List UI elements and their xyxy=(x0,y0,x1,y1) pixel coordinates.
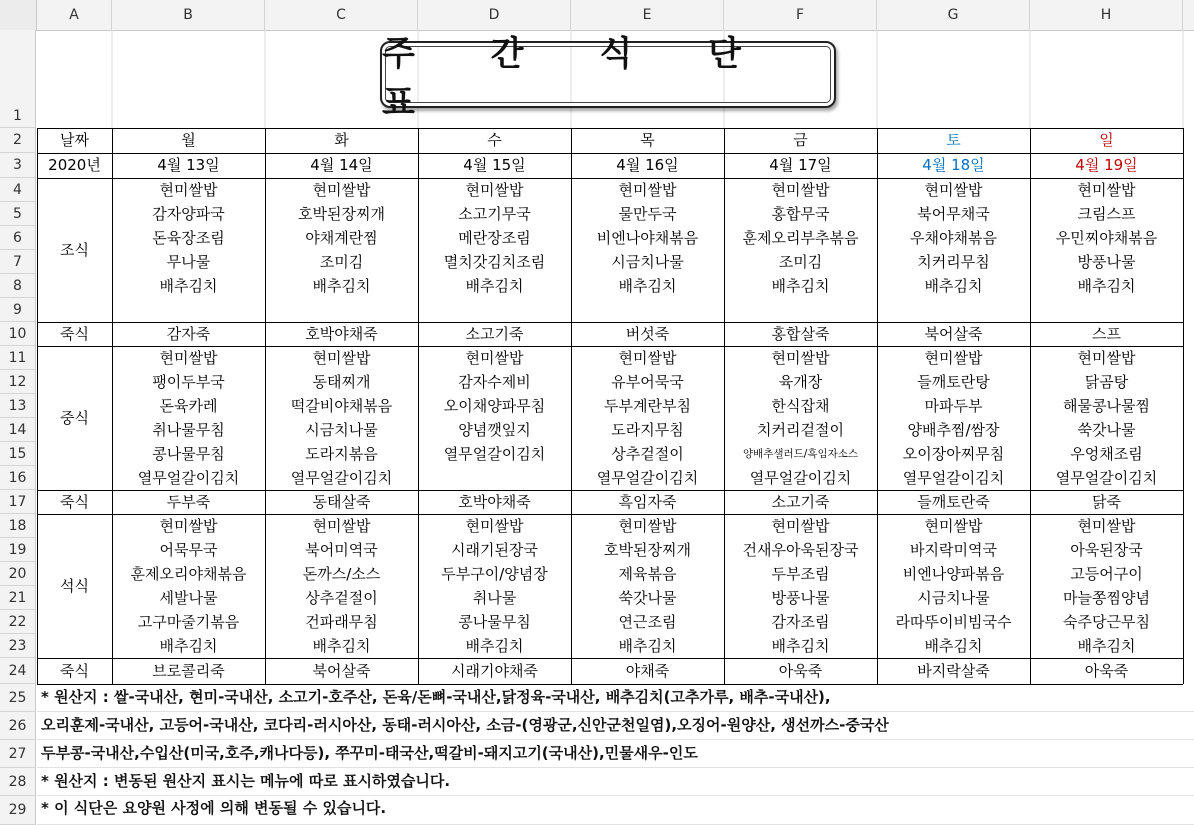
note-origin-1[interactable]: * 원산지 : 쌀-국내산, 현미-국내산, 소고기-호주산, 돈육/돈뼈-국내산,닭정육-국내산, 배추김치(고추가루, 배추-국내산), xyxy=(41,688,831,706)
breakfast-item-cell[interactable]: 배추김치 xyxy=(465,277,524,295)
lunch-item-cell[interactable]: 두부계란부침 xyxy=(604,397,691,415)
porridge-label-cell[interactable]: 죽식 xyxy=(60,493,89,511)
porridge-item-cell[interactable]: 소고기죽 xyxy=(465,325,524,343)
dinner-item-cell[interactable]: 연근조림 xyxy=(618,613,677,631)
row-header-20[interactable]: 20 xyxy=(0,562,36,586)
row-header-2[interactable]: 2 xyxy=(0,128,36,153)
lunch-item-cell[interactable]: 우엉채조림 xyxy=(1070,445,1143,463)
column-header-h[interactable]: H xyxy=(1030,0,1183,30)
breakfast-item-cell[interactable]: 크림스프 xyxy=(1077,205,1136,223)
dinner-item-cell[interactable]: 감자조림 xyxy=(771,613,830,631)
porridge-item-cell[interactable]: 시래기야채죽 xyxy=(451,662,538,680)
breakfast-item-cell[interactable]: 야채계란찜 xyxy=(305,229,378,247)
lunch-item-cell[interactable]: 양배추샐러드/흑임자소스 xyxy=(742,448,859,460)
breakfast-item-cell[interactable]: 현미쌀밥 xyxy=(771,181,830,199)
porridge-item-cell[interactable]: 아욱죽 xyxy=(1084,662,1129,680)
breakfast-item-cell[interactable]: 감자양파국 xyxy=(152,205,225,223)
dinner-item-cell[interactable]: 건새우아욱된장국 xyxy=(742,541,859,559)
lunch-item-cell[interactable]: 팽이두부국 xyxy=(152,373,225,391)
porridge-item-cell[interactable]: 북어살죽 xyxy=(312,662,371,680)
date-cell[interactable]: 4월 13일 xyxy=(157,156,220,174)
breakfast-item-cell[interactable]: 배추김치 xyxy=(771,277,830,295)
lunch-item-cell[interactable]: 현미쌀밥 xyxy=(312,349,371,367)
lunch-item-cell[interactable]: 동태찌개 xyxy=(312,373,371,391)
dinner-item-cell[interactable]: 현미쌀밥 xyxy=(924,517,983,535)
lunch-item-cell[interactable]: 닭곰탕 xyxy=(1084,373,1129,391)
dinner-item-cell[interactable]: 호박된장찌개 xyxy=(604,541,691,559)
dinner-item-cell[interactable]: 배추김치 xyxy=(771,637,830,655)
breakfast-item-cell[interactable]: 현미쌀밥 xyxy=(618,181,677,199)
row-header-15[interactable]: 15 xyxy=(0,442,36,466)
day-header-cell[interactable]: 목 xyxy=(640,131,655,149)
breakfast-item-cell[interactable]: 배추김치 xyxy=(159,277,218,295)
lunch-item-cell[interactable]: 도라지볶음 xyxy=(305,445,378,463)
breakfast-item-cell[interactable]: 현미쌀밥 xyxy=(924,181,983,199)
row-header-14[interactable]: 14 xyxy=(0,418,36,442)
row-header-7[interactable]: 7 xyxy=(0,250,36,274)
lunch-item-cell[interactable]: 상추겉절이 xyxy=(611,445,684,463)
porridge-label-cell[interactable]: 죽식 xyxy=(60,325,89,343)
lunch-item-cell[interactable]: 감자수제비 xyxy=(458,373,531,391)
breakfast-item-cell[interactable]: 시금치나물 xyxy=(611,253,684,271)
porridge-item-cell[interactable]: 닭죽 xyxy=(1092,493,1121,511)
row-header-29[interactable]: 29 xyxy=(0,796,36,825)
row-header-19[interactable]: 19 xyxy=(0,538,36,562)
page-title: 주 간 식 단 표 xyxy=(382,33,773,123)
lunch-item-cell[interactable]: 양념깻잎지 xyxy=(458,421,531,439)
row-header-21[interactable]: 21 xyxy=(0,586,36,610)
breakfast-item-cell[interactable]: 현미쌀밥 xyxy=(312,181,371,199)
row-header-24[interactable]: 24 xyxy=(0,658,36,684)
breakfast-item-cell[interactable]: 물만두국 xyxy=(618,205,677,223)
column-header-a[interactable]: A xyxy=(37,0,112,30)
breakfast-item-cell[interactable]: 현미쌀밥 xyxy=(159,181,218,199)
row-header-8[interactable]: 8 xyxy=(0,274,36,298)
dinner-item-cell[interactable]: 배추김치 xyxy=(924,637,983,655)
dinner-item-cell[interactable]: 라따뚜이비빔국수 xyxy=(895,613,1012,631)
porridge-item-cell[interactable]: 흑임자죽 xyxy=(618,493,677,511)
row-header-1[interactable]: 1 xyxy=(0,30,36,128)
breakfast-item-cell[interactable]: 훈제오리부추볶음 xyxy=(742,229,859,247)
dinner-item-cell[interactable]: 마늘쫑찜양념 xyxy=(1063,589,1150,607)
porridge-item-cell[interactable]: 감자죽 xyxy=(166,325,211,343)
row-header-11[interactable]: 11 xyxy=(0,346,36,370)
dinner-item-cell[interactable]: 배추김치 xyxy=(618,637,677,655)
row-header-9[interactable]: 9 xyxy=(0,298,36,322)
column-header-d[interactable]: D xyxy=(418,0,571,30)
title-box[interactable] xyxy=(380,33,836,123)
dinner-item-cell[interactable]: 세발나물 xyxy=(159,589,218,607)
dinner-item-cell[interactable]: 현미쌀밥 xyxy=(618,517,677,535)
porridge-item-cell[interactable]: 들깨토란죽 xyxy=(917,493,990,511)
dinner-item-cell[interactable]: 상추겉절이 xyxy=(305,589,378,607)
lunch-item-cell[interactable]: 한식잡채 xyxy=(771,397,830,415)
breakfast-item-cell[interactable]: 메란장조림 xyxy=(458,229,531,247)
dinner-item-cell[interactable]: 두부구이/양념장 xyxy=(441,565,548,583)
dinner-item-cell[interactable]: 취나물 xyxy=(472,589,517,607)
lunch-item-cell[interactable]: 마파두부 xyxy=(924,397,983,415)
dinner-item-cell[interactable]: 쑥갓나물 xyxy=(618,589,677,607)
dinner-item-cell[interactable]: 두부조림 xyxy=(771,565,830,583)
porridge-item-cell[interactable]: 브로콜리죽 xyxy=(152,662,225,680)
lunch-item-cell[interactable]: 치커리겉절이 xyxy=(757,421,844,439)
lunch-item-cell[interactable]: 열무얼갈이김치 xyxy=(902,469,1005,487)
dinner-item-cell[interactable]: 고등어구이 xyxy=(1070,565,1143,583)
lunch-item-cell[interactable]: 현미쌀밥 xyxy=(159,349,218,367)
porridge-item-cell[interactable]: 야채죽 xyxy=(625,662,670,680)
day-header-cell[interactable]: 토 xyxy=(946,131,961,149)
breakfast-item-cell[interactable]: 비엔나야채볶음 xyxy=(596,229,699,247)
breakfast-item-cell[interactable]: 현미쌀밥 xyxy=(1077,181,1136,199)
breakfast-item-cell[interactable]: 우채야채볶음 xyxy=(910,229,997,247)
dinner-item-cell[interactable]: 건파래무침 xyxy=(305,613,378,631)
dinner-item-cell[interactable]: 숙주당근무침 xyxy=(1063,613,1150,631)
breakfast-item-cell[interactable]: 배추김치 xyxy=(924,277,983,295)
dinner-label-cell[interactable]: 석식 xyxy=(60,577,89,595)
dinner-item-cell[interactable]: 배추김치 xyxy=(1077,637,1136,655)
row-header-28[interactable]: 28 xyxy=(0,768,36,796)
porridge-item-cell[interactable]: 아욱죽 xyxy=(778,662,823,680)
dinner-item-cell[interactable]: 방풍나물 xyxy=(771,589,830,607)
lunch-label-cell[interactable]: 중식 xyxy=(60,409,89,427)
porridge-item-cell[interactable]: 홍합살죽 xyxy=(771,325,830,343)
lunch-item-cell[interactable]: 오이장아찌무침 xyxy=(902,445,1005,463)
dinner-item-cell[interactable]: 현미쌀밥 xyxy=(312,517,371,535)
lunch-item-cell[interactable]: 들깨토란탕 xyxy=(917,373,990,391)
lunch-item-cell[interactable]: 현미쌀밥 xyxy=(924,349,983,367)
lunch-item-cell[interactable]: 취나물무침 xyxy=(152,421,225,439)
lunch-item-cell[interactable]: 현미쌀밥 xyxy=(771,349,830,367)
row-header-10[interactable]: 10 xyxy=(0,322,36,346)
lunch-item-cell[interactable]: 열무얼갈이김치 xyxy=(290,469,393,487)
breakfast-item-cell[interactable]: 배추김치 xyxy=(618,277,677,295)
breakfast-item-cell[interactable]: 조미김 xyxy=(319,253,364,271)
note-disclaimer[interactable]: * 이 식단은 요양원 사정에 의해 변동될 수 있습니다. xyxy=(41,799,387,817)
dinner-item-cell[interactable]: 돈까스/소스 xyxy=(302,565,381,583)
lunch-item-cell[interactable]: 열무얼갈이김치 xyxy=(1055,469,1158,487)
row-header-12[interactable]: 12 xyxy=(0,370,36,394)
row-header-18[interactable]: 18 xyxy=(0,514,36,538)
dinner-item-cell[interactable]: 고구마줄기볶음 xyxy=(137,613,240,631)
column-header-g[interactable]: G xyxy=(877,0,1030,30)
column-header-c[interactable]: C xyxy=(265,0,418,30)
dinner-item-cell[interactable]: 어묵무국 xyxy=(159,541,218,559)
porridge-label-cell[interactable]: 죽식 xyxy=(60,662,89,680)
lunch-item-cell[interactable]: 육개장 xyxy=(778,373,823,391)
row-header-5[interactable]: 5 xyxy=(0,202,36,226)
lunch-item-cell[interactable]: 콩나물무침 xyxy=(152,445,225,463)
dinner-item-cell[interactable]: 현미쌀밥 xyxy=(465,517,524,535)
dinner-item-cell[interactable]: 시금치나물 xyxy=(917,589,990,607)
date-cell[interactable]: 4월 18일 xyxy=(922,156,985,174)
year-cell[interactable]: 2020년 xyxy=(48,156,101,174)
row-header-26[interactable]: 26 xyxy=(0,712,36,740)
breakfast-item-cell[interactable]: 무나물 xyxy=(166,253,211,271)
breakfast-item-cell[interactable]: 홍합무국 xyxy=(771,205,830,223)
select-all-corner[interactable] xyxy=(0,0,37,30)
lunch-item-cell[interactable]: 열무얼갈이김치 xyxy=(749,469,852,487)
breakfast-item-cell[interactable]: 멸치갓김치조림 xyxy=(443,253,546,271)
note-change-notice[interactable]: * 원산지 : 변동된 원산지 표시는 메뉴에 따로 표시하였습니다. xyxy=(41,772,451,790)
note-origin-2[interactable]: 오리훈제-국내산, 고등어-국내산, 코다리-러시아산, 동태-러시아산, 소금-(영광군,신안군천일염),오징어-원양산, 생선까스-중국산 xyxy=(41,716,889,734)
lunch-item-cell[interactable]: 떡갈비야채볶음 xyxy=(290,397,393,415)
day-header-cell[interactable]: 수 xyxy=(487,131,502,149)
row-header-3[interactable]: 3 xyxy=(0,153,36,178)
lunch-item-cell[interactable]: 쑥갓나물 xyxy=(1077,421,1136,439)
breakfast-item-cell[interactable]: 현미쌀밥 xyxy=(465,181,524,199)
dinner-item-cell[interactable]: 제육볶음 xyxy=(618,565,677,583)
row-header-27[interactable]: 27 xyxy=(0,740,36,768)
row-header-13[interactable]: 13 xyxy=(0,394,36,418)
lunch-item-cell[interactable]: 시금치나물 xyxy=(305,421,378,439)
lunch-item-cell[interactable]: 유부어묵국 xyxy=(611,373,684,391)
day-header-cell[interactable]: 일 xyxy=(1099,131,1114,149)
lunch-item-cell[interactable]: 해물콩나물찜 xyxy=(1063,397,1150,415)
lunch-item-cell[interactable]: 열무얼갈이김치 xyxy=(443,445,546,463)
date-cell[interactable]: 4월 14일 xyxy=(310,156,373,174)
note-origin-3[interactable]: 두부콩-국내산,수입산(미국,호주,캐나다등), 쭈꾸미-태국산,떡갈비-돼지고기(국내산),민물새우-인도 xyxy=(41,744,698,762)
breakfast-label-cell[interactable]: 조식 xyxy=(60,241,89,259)
lunch-item-cell[interactable]: 현미쌀밥 xyxy=(1077,349,1136,367)
dinner-item-cell[interactable]: 현미쌀밥 xyxy=(771,517,830,535)
porridge-item-cell[interactable]: 동태살죽 xyxy=(312,493,371,511)
porridge-item-cell[interactable]: 스프 xyxy=(1092,325,1121,343)
column-header-f[interactable]: F xyxy=(724,0,877,30)
dinner-item-cell[interactable]: 북어미역국 xyxy=(305,541,378,559)
breakfast-item-cell[interactable]: 호박된장찌개 xyxy=(298,205,385,223)
breakfast-item-cell[interactable]: 방풍나물 xyxy=(1077,253,1136,271)
breakfast-item-cell[interactable]: 배추김치 xyxy=(1077,277,1136,295)
breakfast-item-cell[interactable]: 우민찌야채볶음 xyxy=(1055,229,1158,247)
porridge-item-cell[interactable]: 호박야채죽 xyxy=(458,493,531,511)
lunch-item-cell[interactable]: 오이채양파무침 xyxy=(443,397,546,415)
dinner-item-cell[interactable]: 현미쌀밥 xyxy=(1077,517,1136,535)
dinner-item-cell[interactable]: 시래기된장국 xyxy=(451,541,538,559)
dinner-item-cell[interactable]: 아욱된장국 xyxy=(1070,541,1143,559)
column-header-b[interactable]: B xyxy=(112,0,265,30)
breakfast-item-cell[interactable]: 치커리무침 xyxy=(917,253,990,271)
lunch-item-cell[interactable]: 열무얼갈이김치 xyxy=(137,469,240,487)
row-header-22[interactable]: 22 xyxy=(0,610,36,634)
date-cell[interactable]: 4월 17일 xyxy=(769,156,832,174)
dinner-item-cell[interactable]: 배추김치 xyxy=(159,637,218,655)
lunch-item-cell[interactable]: 양배추찜/쌈장 xyxy=(907,421,1000,439)
dinner-item-cell[interactable]: 현미쌀밥 xyxy=(159,517,218,535)
date-cell[interactable]: 4월 16일 xyxy=(616,156,679,174)
lunch-item-cell[interactable]: 현미쌀밥 xyxy=(465,349,524,367)
dinner-item-cell[interactable]: 콩나물무침 xyxy=(458,613,531,631)
row-header-4[interactable]: 4 xyxy=(0,178,36,202)
breakfast-item-cell[interactable]: 북어무채국 xyxy=(917,205,990,223)
day-header-cell[interactable]: 화 xyxy=(334,131,349,149)
date-cell[interactable]: 4월 15일 xyxy=(463,156,526,174)
porridge-item-cell[interactable]: 버섯죽 xyxy=(625,325,670,343)
lunch-item-cell[interactable]: 도라지무침 xyxy=(611,421,684,439)
porridge-item-cell[interactable]: 호박야채죽 xyxy=(305,325,378,343)
row-header-16[interactable]: 16 xyxy=(0,466,36,490)
row-header-23[interactable]: 23 xyxy=(0,634,36,658)
dinner-item-cell[interactable]: 배추김치 xyxy=(465,637,524,655)
day-header-cell[interactable]: 금 xyxy=(793,131,808,149)
dinner-item-cell[interactable]: 배추김치 xyxy=(312,637,371,655)
date-cell[interactable]: 4월 19일 xyxy=(1075,156,1138,174)
breakfast-item-cell[interactable]: 돈육장조림 xyxy=(152,229,225,247)
day-header-cell[interactable]: 월 xyxy=(181,131,196,149)
date-label-cell[interactable]: 날짜 xyxy=(60,131,89,149)
lunch-item-cell[interactable]: 열무얼갈이김치 xyxy=(596,469,699,487)
row-header-17[interactable]: 17 xyxy=(0,490,36,514)
row-header-6[interactable]: 6 xyxy=(0,226,36,250)
porridge-item-cell[interactable]: 두부죽 xyxy=(166,493,211,511)
breakfast-item-cell[interactable]: 소고기무국 xyxy=(458,205,531,223)
lunch-item-cell[interactable]: 현미쌀밥 xyxy=(618,349,677,367)
row-header-25[interactable]: 25 xyxy=(0,684,36,712)
column-header-e[interactable]: E xyxy=(571,0,724,30)
porridge-item-cell[interactable]: 바지락살죽 xyxy=(917,662,990,680)
dinner-item-cell[interactable]: 비엔나양파볶음 xyxy=(902,565,1005,583)
porridge-item-cell[interactable]: 소고기죽 xyxy=(771,493,830,511)
lunch-item-cell[interactable]: 돈육카레 xyxy=(159,397,218,415)
dinner-item-cell[interactable]: 훈제오리야채볶음 xyxy=(130,565,247,583)
breakfast-item-cell[interactable]: 조미김 xyxy=(778,253,823,271)
porridge-item-cell[interactable]: 북어살죽 xyxy=(924,325,983,343)
breakfast-item-cell[interactable]: 배추김치 xyxy=(312,277,371,295)
dinner-item-cell[interactable]: 바지락미역국 xyxy=(910,541,997,559)
